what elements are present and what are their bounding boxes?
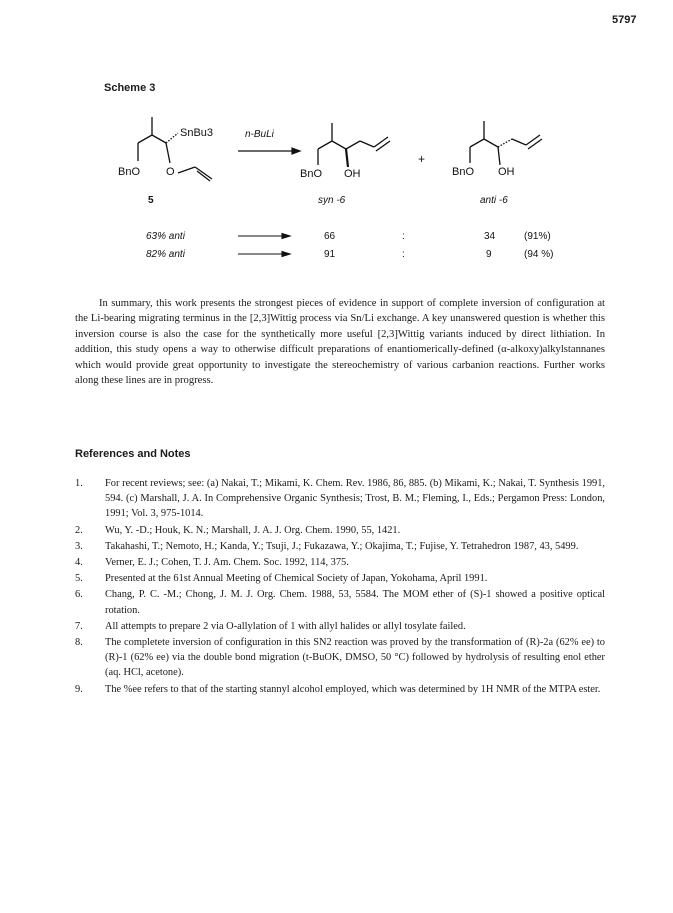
reference-number: 5. <box>75 573 83 585</box>
scheme-title: Scheme 3 <box>104 82 156 94</box>
row-ratio: 82% anti <box>146 249 185 260</box>
reference-item <box>75 635 605 681</box>
reference-text: Chang, P. C. -M.; Chong, J. M. J. Org. Chem. 1988, 53, 5584. The MOM ether of (S)-1 showed a positive optical rotation. <box>105 589 605 616</box>
ether-oxygen-label: O <box>166 166 175 178</box>
references-heading: References and Notes <box>75 448 191 460</box>
reference-text: Verner, E. J.; Cohen, T. J. Am. Chem. Soc. 1992, 114, 375. <box>105 557 349 569</box>
reference-number: 4. <box>75 557 83 569</box>
row-yield: (91%) <box>524 231 551 242</box>
reference-number: 1. <box>75 478 83 489</box>
reference-item <box>75 587 605 617</box>
syn-oh-label: OH <box>344 168 361 180</box>
reference-number: 2. <box>75 524 83 536</box>
reference-number: 7. <box>75 620 83 632</box>
reference-item <box>75 682 605 697</box>
bno-label: BnO <box>118 166 141 178</box>
reference-text: The %ee refers to that of the starting stannyl alcohol employed, which was determined by 1H NMR of the MTPA ester. <box>105 683 601 695</box>
reference-text: All attempts to prepare 2 via O-allylation of 1 with allyl halides or allyl tosylate failed. <box>105 620 466 632</box>
row-yield: (94 %) <box>524 249 554 260</box>
substituent-label: SnBu3 <box>180 127 214 139</box>
reference-number: 6. <box>75 589 83 601</box>
reference-item <box>75 619 605 634</box>
plus-sign: + <box>418 152 426 166</box>
reference-number: 8. <box>75 637 83 649</box>
reference-text: Wu, Y. -D.; Houk, K. N.; Marshall, J. A. J. Org. Chem. 1990, 55, 1421. <box>105 524 401 536</box>
compound-5-label: 5 <box>148 195 154 206</box>
reference-item <box>75 476 605 522</box>
syn-product-structure <box>318 123 390 167</box>
row-colon: : <box>402 231 405 242</box>
row-arrow <box>238 252 290 257</box>
references-list <box>75 476 605 698</box>
reference-text: Takahashi, T.; Nemoto, H.; Kanda, Y.; Tsuji, J.; Fukazawa, Y.; Okajima, T.; Fujise, Y. Tetrahedron 1987, 43, 5499. <box>105 540 579 552</box>
reference-item <box>75 523 605 538</box>
reference-number: 3. <box>75 540 83 552</box>
anti-product-structure <box>470 121 542 165</box>
reference-item <box>75 555 605 570</box>
summary-paragraph: In summary, this work presents the strongest pieces of evidence in support of complete inversion of configuration at the Li-bearing migrating terminus in the [2,3]Wittig process via Sn/Li exchange. A key unanswered question is whether this inversion course is also the case for the synthetically more useful [2,3]Wittig variants induced by direct lithiation. In addition, this study opens a way to otherwise difficult preparations of enantiomerically-defined (α-alkoxy)alkylstannanes which would provide great opportunity to investigate the stereochemistry of various carbanion reactions. Further works along these lines are in progress. <box>75 298 605 387</box>
reference-item <box>75 571 605 586</box>
row-colon: : <box>402 249 405 260</box>
syn-bno-label: BnO <box>300 168 323 180</box>
row-ratio: 63% anti <box>146 231 185 242</box>
reaction-scheme <box>100 105 580 275</box>
reference-text: For recent reviews; see: (a) Nakai, T.; Mikami, K. Chem. Rev. 1986, 86, 885. (b) Mikami, K.; Nakai, T. Synthesis 1991, 594. (c) Marshall, J. A. In Comprehensive Organic Synthesis; Trost, B. M.; Fleming, I., Eds.; Pergamon Press: London, 1991; Vol. 3, 975-1014. <box>105 478 605 520</box>
reference-number: 9. <box>75 683 83 695</box>
syn-6-label: syn -6 <box>318 195 346 206</box>
row-arrow <box>238 234 290 239</box>
anti-oh-label: OH <box>498 166 515 178</box>
result-row <box>146 231 551 242</box>
reagent-label: n-BuLi <box>245 129 274 140</box>
reference-text: Presented at the 61st Annual Meeting of Chemical Society of Japan, Yokohama, April 1991. <box>105 573 488 585</box>
page-number: 5797 <box>612 14 637 26</box>
anti-6-label: anti -6 <box>480 195 508 206</box>
reference-text: The completete inversion of configuration in this SN2 reaction was proved by the transformation of (R)-2a (62% ee) to (R)-1 (62% ee) via the double bond migration (t-BuOK, DMSO, 50 °C) followed by hydrolysis of resulting enol ether (aq. HCl, acetone). <box>105 637 605 679</box>
row-syn-value: 91 <box>324 249 336 260</box>
reaction-arrow <box>238 148 300 154</box>
row-syn-value: 66 <box>324 231 336 242</box>
anti-bno-label: BnO <box>452 166 475 178</box>
result-row <box>146 249 553 260</box>
row-anti-value: 9 <box>486 249 492 260</box>
reference-item <box>75 539 605 554</box>
row-anti-value: 34 <box>484 231 496 242</box>
